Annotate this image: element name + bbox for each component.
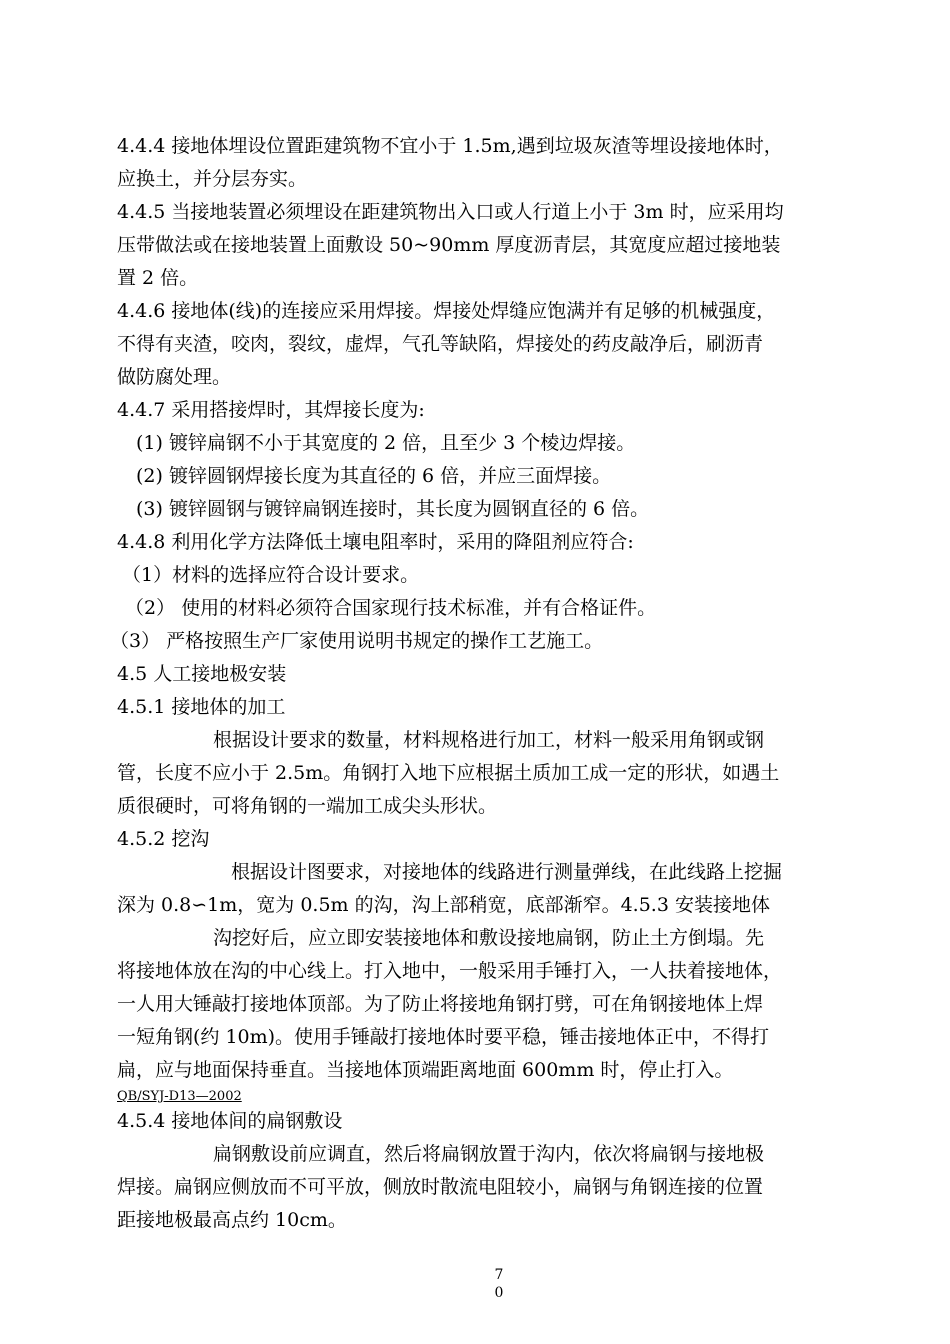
text-line: 根据设计要求的数量，材料规格进行加工，材料一般采用角钢或钢	[213, 729, 765, 751]
section-heading: 4.5.2 挖沟	[117, 828, 210, 850]
document-code: QB/SYJ-D13—2002	[117, 1089, 242, 1104]
text-line: 深为 0.8∽1m，宽为 0.5m 的沟，沟上部稍宽，底部渐窄。4.5.3 安装接地体	[117, 894, 770, 916]
text-line: 4.4.7 采用搭接焊时，其焊接长度为:	[117, 399, 425, 421]
text-line: 做防腐处理。	[117, 366, 232, 388]
text-line: 扁钢敷设前应调直，然后将扁钢放置于沟内，依次将扁钢与接地极	[213, 1143, 765, 1165]
text-line: 一人用大锤敲打接地体顶部。为了防止将接地角钢打劈，可在角钢接地体上焊	[117, 993, 764, 1015]
list-item: （2） 使用的材料必须符合国家现行技术标准，并有合格证件。	[125, 597, 657, 619]
page-number-digit: 0	[494, 1285, 504, 1301]
list-item: （1）材料的选择应符合设计要求。	[122, 564, 420, 586]
text-line: 将接地体放在沟的中心线上。打入地中，一般采用手锤打入，一人扶着接地体，	[117, 960, 783, 982]
section-heading: 4.5.4 接地体间的扁钢敷设	[117, 1110, 343, 1132]
list-item: (3) 镀锌圆钢与镀锌扁钢连接时，其长度为圆钢直径的 6 倍。	[136, 498, 650, 520]
text-line: 扁，应与地面保持垂直。当接地体顶端距离地面 600mm 时，停止打入。	[117, 1059, 734, 1081]
text-line: 距接地极最高点约 10cm。	[117, 1209, 347, 1231]
page-number	[492, 1266, 506, 1302]
text-line: 沟挖好后，应立即安装接地体和敷设接地扁钢，防止土方倒塌。先	[213, 927, 765, 949]
list-item: (1) 镀锌扁钢不小于其宽度的 2 倍，且至少 3 个棱边焊接。	[136, 432, 636, 454]
text-line: 压带做法或在接地装置上面敷设 50~90mm 厚度沥青层，其宽度应超过接地装	[117, 234, 781, 256]
text-line: 质很硬时，可将角钢的一端加工成尖头形状。	[117, 795, 498, 817]
section-heading: 4.5 人工接地极安装	[117, 663, 287, 685]
text-line: 不得有夹渣，咬肉，裂纹，虚焊，气孔等缺陷，焊接处的药皮敲净后，刷沥青	[117, 333, 764, 355]
text-line: 4.4.4 接地体埋设位置距建筑物不宜小于 1.5m,遇到垃圾灰渣等埋设接地体时，	[117, 135, 783, 157]
section-heading: 4.5.1 接地体的加工	[117, 696, 286, 718]
text-line: 4.4.5 当接地装置必须埋设在距建筑物出入口或人行道上小于 3m 时，应采用均	[117, 201, 784, 223]
text-line: 一短角钢(约 10m)。使用手锤敲打接地体时要平稳，锤击接地体正中，不得打	[117, 1026, 770, 1048]
text-line: 管，长度不应小于 2.5m。角钢打入地下应根据土质加工成一定的形状，如遇土	[117, 762, 780, 784]
page-number-digit: 7	[494, 1267, 504, 1283]
text-line: 根据设计图要求，对接地体的线路进行测量弹线，在此线路上挖掘	[231, 861, 783, 883]
text-line: 应换土，并分层夯实。	[117, 168, 308, 190]
list-item: （3） 严格按照生产厂家使用说明书规定的操作工艺施工。	[110, 630, 604, 652]
list-item: (2) 镀锌圆钢焊接长度为其直径的 6 倍，并应三面焊接。	[136, 465, 612, 487]
text-line: 焊接。扁钢应侧放而不可平放，侧放时散流电阻较小，扁钢与角钢连接的位置	[117, 1176, 764, 1198]
text-line: 置 2 倍。	[117, 267, 199, 289]
text-line: 4.4.8 利用化学方法降低土壤电阻率时，采用的降阻剂应符合:	[117, 531, 634, 553]
text-line: 4.4.6 接地体(线)的连接应采用焊接。焊接处焊缝应饱满并有足够的机械强度，	[117, 300, 776, 322]
